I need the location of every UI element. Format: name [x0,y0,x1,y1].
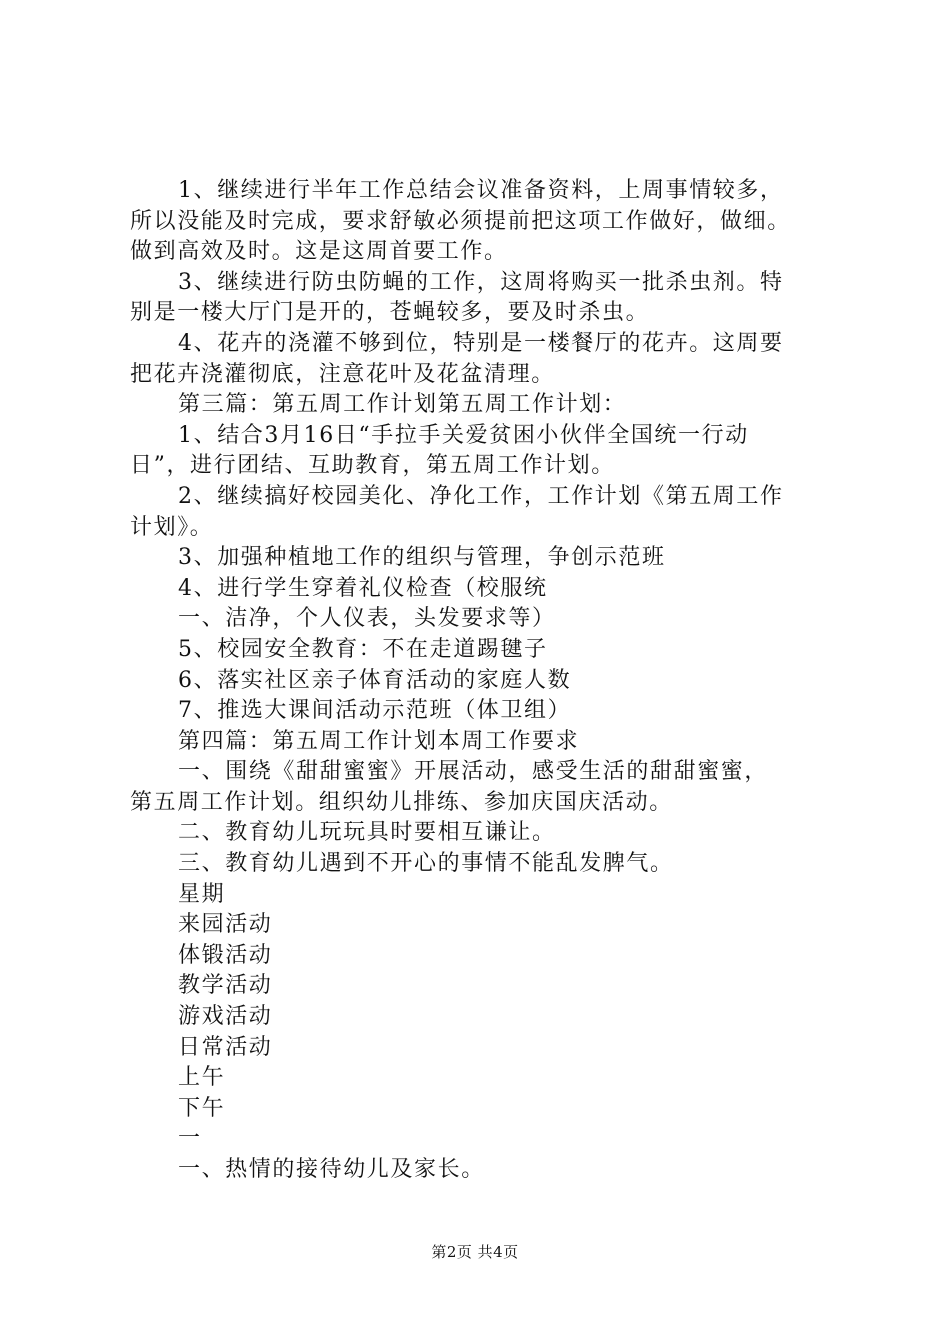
text-line: 1、结合3月16日“手拉手关爱贫困小伙伴全国统一行动 [178,422,749,448]
text-line: 把花卉浇灌彻底，注意花叶及花盆清理。 [130,361,555,387]
text-line: 日常活动 [178,1034,273,1060]
text-line: 所以没能及时完成，要求舒敏必须提前把这项工作做好，做细。 [130,208,791,234]
text-line: 二、教育幼儿玩玩具时要相互谦让。 [178,820,556,846]
text-line: 2、继续搞好校园美化、净化工作，工作计划《第五周工作 [178,483,784,509]
text-line: 一、围绕《甜甜蜜蜜》开展活动，感受生活的甜甜蜜蜜， [178,759,769,785]
text-line: 来园活动 [178,912,273,938]
text-line: 教学活动 [178,973,273,999]
text-line: 3、继续进行防虫防蝇的工作，这周将购买一批杀虫剂。特 [178,269,784,295]
text-line: 一、热情的接待幼儿及家长。 [178,1157,485,1182]
text-line: 6、落实社区亲子体育活动的家庭人数 [178,667,572,693]
text-line: 第三篇：第五周工作计划第五周工作计划： [178,392,627,418]
text-line: 体锻活动 [178,942,273,968]
text-line: 日”，进行团结、互助教育，第五周工作计划。 [130,453,615,479]
document-body [130,176,850,1186]
text-line: 第四篇：第五周工作计划本周工作要求 [178,728,580,754]
text-line: 一 [178,1126,202,1152]
text-line: 三、教育幼儿遇到不开心的事情不能乱发脾气。 [178,851,674,877]
text-line: 3、加强种植地工作的组织与管理，争创示范班 [178,545,666,571]
text-line: 计划》。 [130,514,214,540]
text-line: 4、进行学生穿着礼仪检查（校服统 [178,575,548,601]
text-line: 一、洁净，个人仪表，头发要求等） [178,606,556,632]
page-footer: 第2页 共4页 [431,1243,519,1261]
text-line: 7、推选大课间活动示范班（体卫组） [178,698,572,724]
text-line: 做到高效及时。这是这周首要工作。 [130,239,508,265]
text-line: 第五周工作计划。组织幼儿排练、参加庆国庆活动。 [130,789,673,815]
text-line: 4、花卉的浇灌不够到位，特别是一楼餐厅的花卉。这周要 [178,330,784,356]
text-line: 游戏活动 [178,1004,273,1030]
text-line: 下午 [178,1095,226,1121]
text-line: 5、校园安全教育：不在走道踢毽子 [178,636,548,662]
text-line: 星期 [178,881,226,907]
text-line: 上午 [178,1065,226,1091]
text-line: 1、继续进行半年工作总结会议准备资料，上周事情较多， [178,178,784,203]
text-line: 别是一楼大厅门是开的，苍蝇较多，要及时杀虫。 [130,300,650,326]
